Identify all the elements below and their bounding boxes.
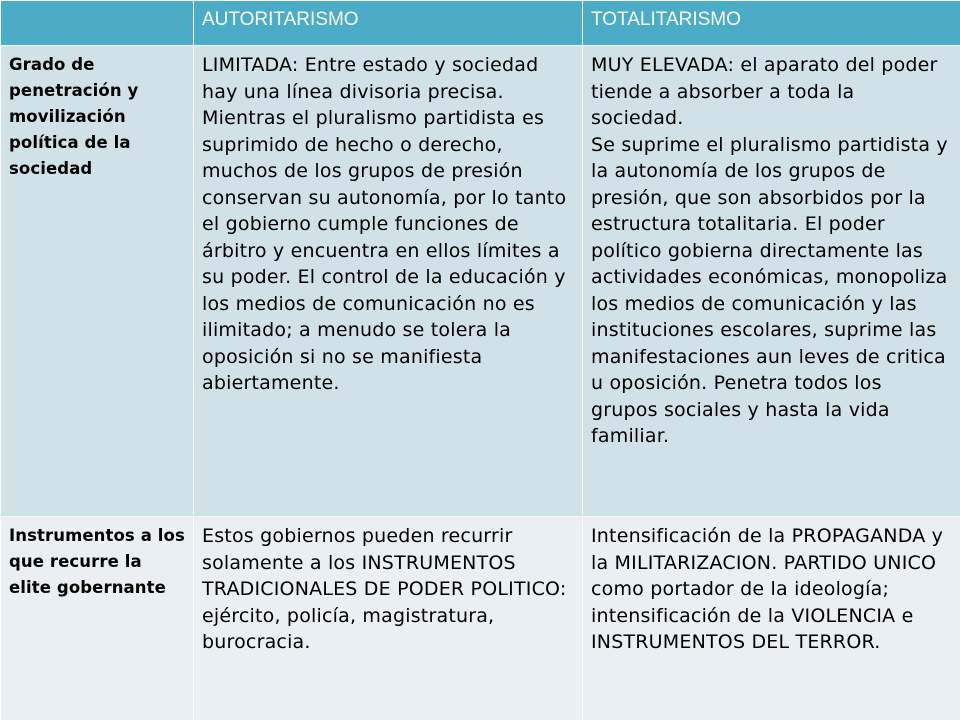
table-row bbox=[1, 46, 960, 517]
table-row bbox=[1, 517, 960, 721]
row-label-instrumentos: Instrumentos a los que recurre la elite gobernante bbox=[1, 517, 194, 721]
cell-totalitarismo-penetracion bbox=[583, 46, 960, 517]
cell-autoritarismo-penetracion bbox=[194, 46, 583, 517]
cell-autoritarismo-instrumentos bbox=[194, 517, 583, 721]
cell-paragraph: MUY ELEVADA: el aparato del poder tiende a absorber a toda la sociedad. bbox=[591, 52, 952, 132]
header-corner-cell bbox=[1, 1, 194, 46]
cell-totalitarismo-instrumentos bbox=[583, 517, 960, 721]
header-row bbox=[1, 1, 960, 46]
row-label-penetracion: Grado de penetración y movilización política de la sociedad bbox=[1, 46, 194, 517]
cell-paragraph: Mientras el pluralismo partidista es suprimido de hecho o derecho, muchos de los grupos de presión conservan su autonomía, por lo tanto el gobierno cumple funciones de árbitro y encuentra en ellos límites a su poder. El control de la educación y los medios de comunicación no es ilimitado; a menudo se tolera la oposición si no se manifiesta abiertamente. bbox=[202, 105, 574, 397]
cell-paragraph: Intensificación de la PROPAGANDA y la MILITARIZACION. PARTIDO UNICO como portador de la ideología; intensificación de la VIOLENCIA e INSTRUMENTOS DEL TERROR. bbox=[591, 523, 952, 656]
header-totalitarismo: TOTALITARISMO bbox=[583, 1, 960, 46]
cell-paragraph: LIMITADA: Entre estado y sociedad hay una línea divisoria precisa. bbox=[202, 52, 574, 105]
cell-paragraph: Estos gobiernos pueden recurrir solamente a los INSTRUMENTOS TRADICIONALES DE PODER POLITICO: ejército, policía, magistratura, burocracia. bbox=[202, 523, 574, 656]
cell-paragraph: Se suprime el pluralismo partidista y la autonomía de los grupos de presión, que son absorbidos por la estructura totalitaria. El poder político gobierna directamente las actividades económicas, monopoliza los medios de comunicación y las instituciones escolares, suprime las manifestaciones aun leves de critica u oposición. Penetra todos los grupos sociales y hasta la vida familiar. bbox=[591, 132, 952, 450]
header-autoritarismo: AUTORITARISMO bbox=[194, 1, 583, 46]
